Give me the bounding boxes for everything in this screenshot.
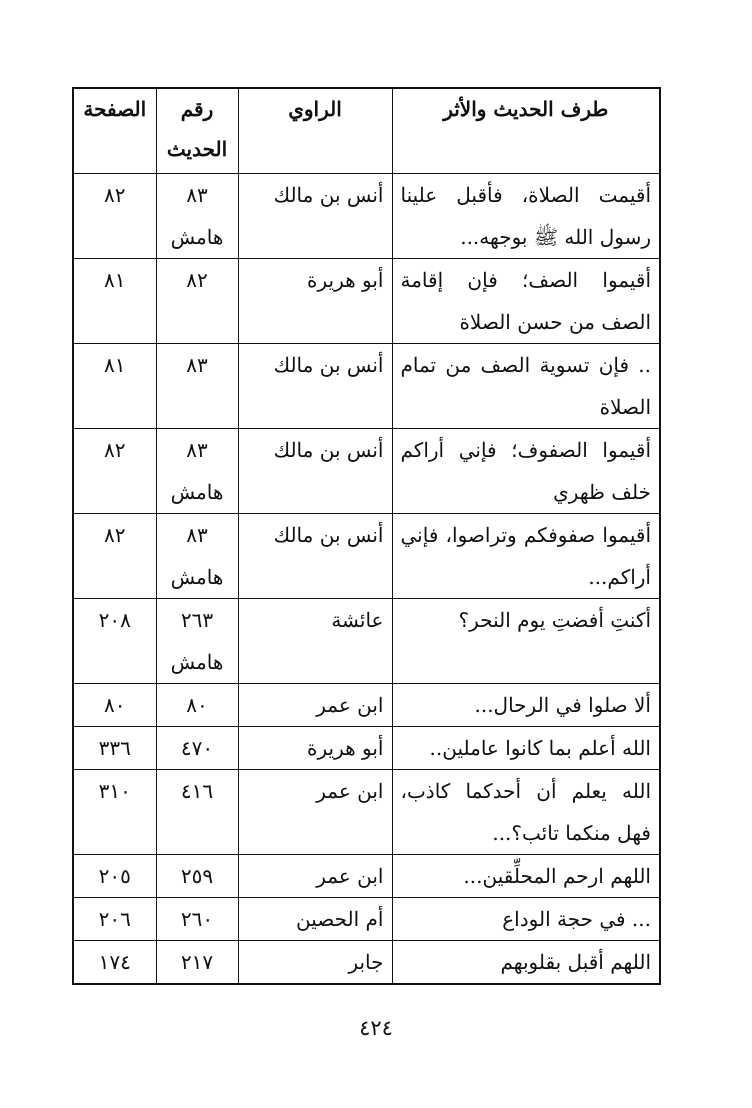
number-value: ٢٥٩	[180, 864, 214, 888]
header-text: طرف الحديث والأثر	[392, 88, 660, 174]
number-value: ٨٣	[186, 438, 208, 462]
hadith-text: أقيمت الصلاة، فأقبل علينا رسول الله ﷺ بوجهه...	[392, 174, 660, 259]
number-value: ٨٣	[186, 353, 208, 377]
table-row	[73, 941, 660, 985]
page-ref: ٨٢	[73, 514, 156, 599]
margin-note: هامش	[170, 225, 224, 249]
narrator: أنس بن مالك	[238, 514, 392, 599]
hadith-text: أقيموا الصف؛ فإن إقامة الصف من حسن الصلاة	[392, 259, 660, 344]
header-row	[73, 88, 660, 174]
narrator: أبو هريرة	[238, 259, 392, 344]
margin-note: هامش	[170, 565, 224, 589]
page-ref: ١٧٤	[73, 941, 156, 985]
margin-note: هامش	[170, 650, 224, 674]
page-ref: ٨٢	[73, 429, 156, 514]
header-page: الصفحة	[73, 88, 156, 174]
table-row	[73, 259, 660, 344]
number-value: ٢١٧	[180, 950, 214, 974]
hadith-number	[156, 259, 238, 344]
hadith-text: أقيموا صفوفكم وتراصوا، فإني أراكم...	[392, 514, 660, 599]
hadith-number	[156, 941, 238, 985]
table-row	[73, 727, 660, 770]
table-row	[73, 174, 660, 259]
hadith-index-table	[72, 87, 661, 985]
hadith-number	[156, 429, 238, 514]
table-row	[73, 429, 660, 514]
number-value: ٨٢	[186, 268, 208, 292]
narrator: عائشة	[238, 599, 392, 684]
table-row	[73, 855, 660, 898]
hadith-number	[156, 855, 238, 898]
hadith-number	[156, 174, 238, 259]
page-ref: ٢٠٥	[73, 855, 156, 898]
narrator: أم الحصين	[238, 898, 392, 941]
page-ref: ٢٠٨	[73, 599, 156, 684]
page-ref: ٣١٠	[73, 770, 156, 855]
hadith-text: اللهم أقبل بقلوبهم	[392, 941, 660, 985]
table-row	[73, 344, 660, 429]
hadith-text: الله يعلم أن أحدكما كاذب، فهل منكما تائب؟...	[392, 770, 660, 855]
hadith-number	[156, 727, 238, 770]
narrator: أبو هريرة	[238, 727, 392, 770]
number-value: ٤١٦	[180, 779, 214, 803]
hadith-number	[156, 898, 238, 941]
page-ref: ٨٠	[73, 684, 156, 727]
number-value: ٤٧٠	[180, 736, 214, 760]
narrator: ابن عمر	[238, 684, 392, 727]
table-row	[73, 599, 660, 684]
header-narrator: الراوي	[238, 88, 392, 174]
narrator: أنس بن مالك	[238, 429, 392, 514]
hadith-text: أقيموا الصفوف؛ فإني أراكم خلف ظهري	[392, 429, 660, 514]
number-value: ٨٣	[186, 523, 208, 547]
hadith-number	[156, 684, 238, 727]
narrator: أنس بن مالك	[238, 344, 392, 429]
hadith-text: .. فإن تسوية الصف من تمام الصلاة	[392, 344, 660, 429]
page-ref: ٨٢	[73, 174, 156, 259]
narrator: أنس بن مالك	[238, 174, 392, 259]
narrator: ابن عمر	[238, 770, 392, 855]
page-ref: ٢٠٦	[73, 898, 156, 941]
table-row	[73, 770, 660, 855]
hadith-number	[156, 344, 238, 429]
number-value: ٢٦٣	[180, 608, 214, 632]
number-value: ٢٦٠	[180, 907, 214, 931]
table-row	[73, 898, 660, 941]
margin-note: هامش	[170, 480, 224, 504]
hadith-number	[156, 599, 238, 684]
hadith-number	[156, 514, 238, 599]
page-number: ٤٢٤	[359, 1016, 393, 1040]
page-ref: ٣٣٦	[73, 727, 156, 770]
hadith-text: ... في حجة الوداع	[392, 898, 660, 941]
hadith-number	[156, 770, 238, 855]
hadith-text: أكنتِ أفضتِ يوم النحر؟	[392, 599, 660, 684]
narrator: ابن عمر	[238, 855, 392, 898]
narrator: جابر	[238, 941, 392, 985]
table-row	[73, 684, 660, 727]
header-number: رقم الحديث	[156, 88, 238, 174]
page-ref: ٨١	[73, 259, 156, 344]
hadith-text: اللهم ارحم المحلِّقين...	[392, 855, 660, 898]
hadith-text: الله أعلم بما كانوا عاملين..	[392, 727, 660, 770]
number-value: ٨٣	[186, 183, 208, 207]
table-row	[73, 514, 660, 599]
number-value: ٨٠	[186, 693, 208, 717]
page-ref: ٨١	[73, 344, 156, 429]
hadith-text: ألا صلوا في الرحال...	[392, 684, 660, 727]
